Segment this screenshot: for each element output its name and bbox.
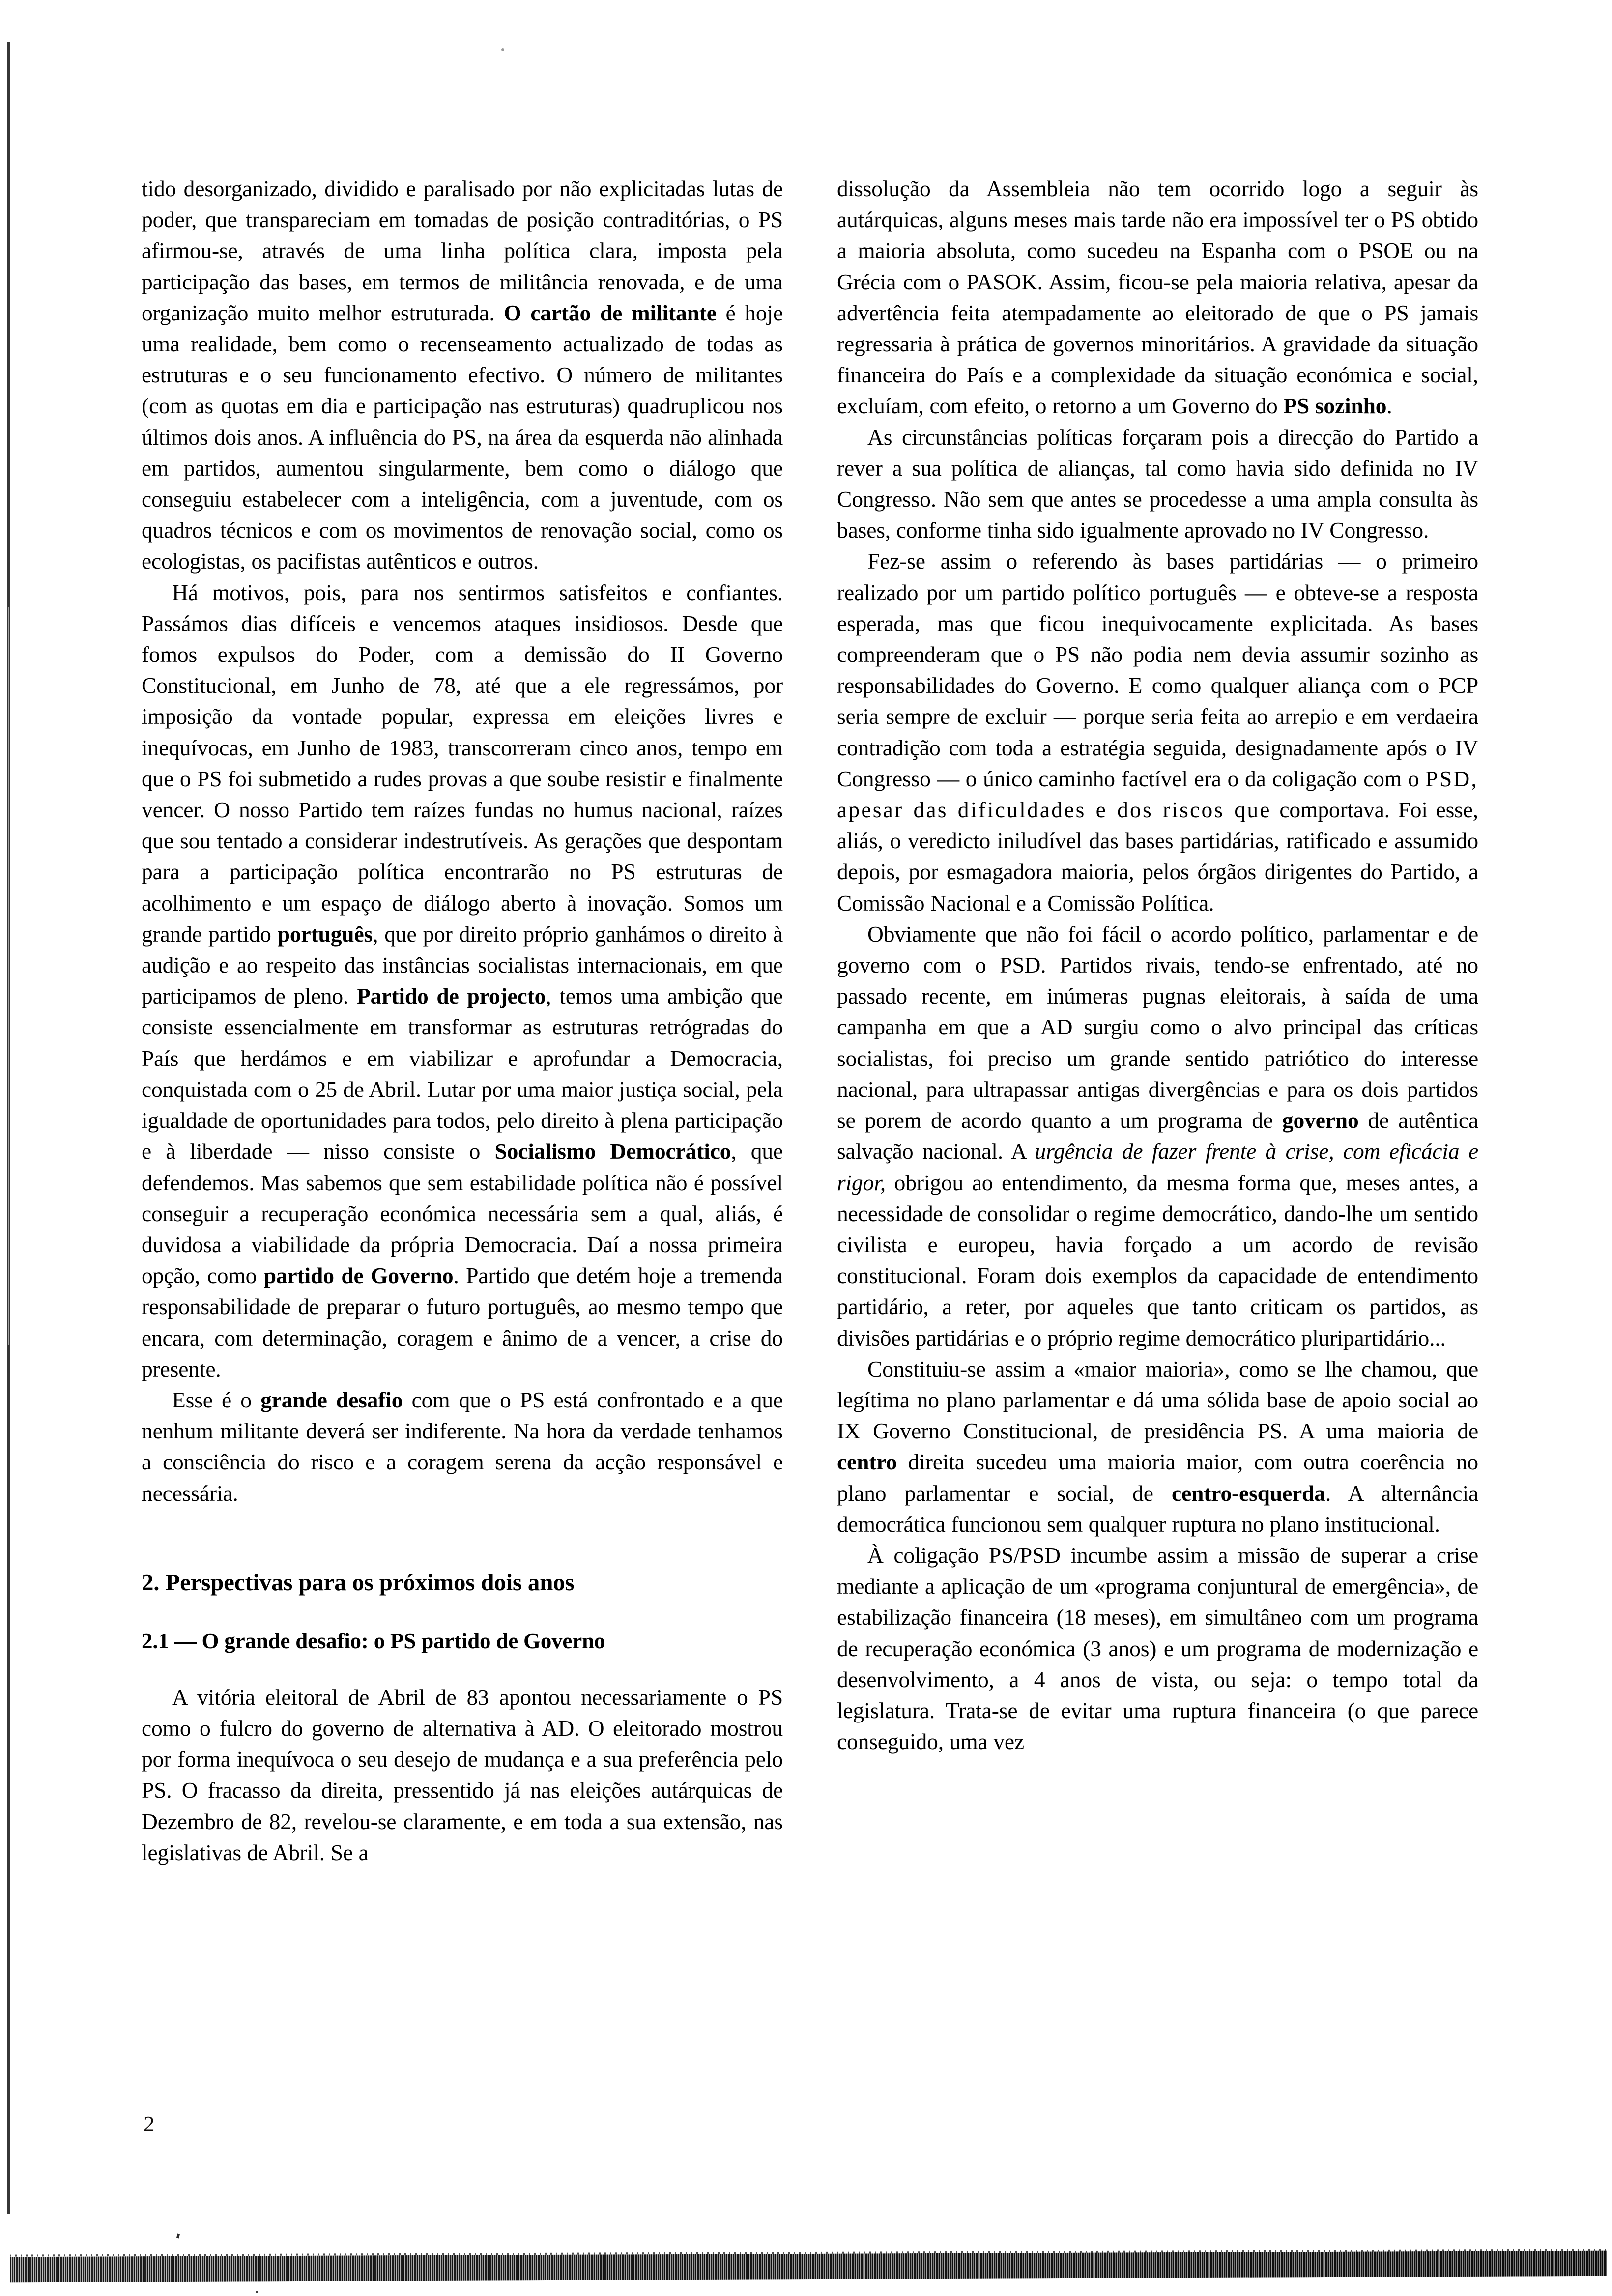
scan-speck-artifact: [256, 2291, 258, 2293]
run-text: dissolução da Assembleia não tem ocorrido logo a seguir às autárquicas, alguns meses mais tarde não era impossível ter o PS obtido a maioria absoluta, como sucedeu na Espanha com o PSOE ou na Grécia com o PASOK. Assim, ficou-se pela maioria relativa, apesar da advertência feita atempadamente ao eleitorado de que o PS jamais regressaria à prática de governos minoritários. A gravidade da situação financeira do País e a complexidade da situação económica e social, excluíam, com efeito, o retorno a um Governo do: [837, 176, 1478, 419]
spacer: [142, 1656, 783, 1682]
run-text: Fez-se assim o referendo às bases partidárias — o primeiro realizado por um partido político português — e obteve-se a resposta esperada, mas que ficou inequivocamente explicitada. As bases compreenderam que o PS não podia nem devia assumir sozinho as responsabilidades do Governo. E como qualquer aliança com o PCP seria sempre de excluir — porque seria feita ao arrepio e em verdaeira contradição com toda a estratégia seguida, designadamente após o IV Congresso — o único caminho factível era o da coligação com o: [837, 548, 1478, 791]
run-text: tido desorganizado, dividido e paralisado por não explicitadas lutas de poder, que transpareciam em tomadas de posição contraditórias, o PS afirmou-se, através de uma linha política clara, imposta pela participação das bases, em termos de militância renovada, e de uma organização muito melhor estruturada.: [142, 176, 783, 325]
paragraph-left-1: [142, 173, 783, 577]
run-bold-ps-sozinho: PS sozinho: [1283, 393, 1387, 419]
run-bold-partido-de-projecto: Partido de projecto: [357, 983, 546, 1009]
spacer: [142, 1598, 783, 1626]
paragraph-right-4: [837, 918, 1478, 1353]
run-text: , que por direito próprio ganhámos o direito à audição e ao respeito das instâncias socialistas internacionais, em que participamos de pleno.: [142, 921, 783, 1009]
paragraph-right-5: [837, 1353, 1478, 1540]
scan-speck-artifact: [176, 2234, 180, 2239]
right-column: [837, 173, 1478, 1868]
run-bold-socialismo-democratico: Socialismo Democrático: [494, 1139, 731, 1164]
run-text: A vitória eleitoral de Abril de 83 apontou necessariamente o PS como o fulcro do governo de alternativa à AD. O eleitorado mostrou por forma inequívoca o seu desejo de mudança e a sua preferência pelo PS. O fracasso da direita, pressentido já nas eleições autárquicas de Dezembro de 82, revelou-se claramente, e em toda a sua extensão, nas legislativas de Abril. Se a: [142, 1684, 783, 1865]
run-bold-centro: centro: [837, 1449, 897, 1475]
run-text: , que defendemos. Mas sabemos que sem estabilidade política não é possível conseguir a recuperação económica necessária sem a qual, aliás, é duvidosa a viabilidade da própria Democracia. Daí a nossa primeira opção, como: [142, 1139, 783, 1289]
run-text: direita sucedeu uma maioria maior, com outra coerência no plano parlamentar e social, de: [837, 1449, 1478, 1506]
left-column: [142, 173, 783, 1868]
run-text: Há motivos, pois, para nos sentirmos satisfeitos e confiantes. Passámos dias difíceis e vencemos ataques insidiosos. Desde que fomos expulsos do Poder, com a demissão do II Governo Constitucional, em Junho de 78, até que a ele regressámos, por imposição da vontade popular, expressa em eleições livres e inequívocas, em Junho de 1983, transcorreram cinco anos, tempo em que o PS foi submetido a rudes provas a que soube resistir e finalmente vencer. O nosso Partido tem raízes fundas no humus nacional, raízes que sou tentado a considerar indestrutíveis. As gerações que despontam para a participação política encontrarão no PS estruturas de acolhimento e um espaço de diálogo aberto à inovação. Somos um grande partido: [142, 579, 783, 947]
run-bold-portugues: português: [277, 921, 373, 947]
run-text: Constituiu-se assim a «maior maioria», como se lhe chamou, que legítima no plano parlamentar e dá uma sólida base de apoio social ao IX Governo Constitucional, de presidência PS. A uma maioria de: [837, 1356, 1478, 1444]
paragraph-right-1: [837, 173, 1478, 422]
run-tracked-psd-clause: PSD, apesar das dificuldades e dos riscos que: [837, 766, 1478, 823]
run-italic-urgencia-crise: urgência de fazer frente à crise, com eficácia e rigor,: [837, 1139, 1478, 1195]
paragraph-left-2: [142, 577, 783, 1384]
run-bold-governo: governo: [1282, 1108, 1359, 1133]
run-text: de autêntica salvação nacional. A: [837, 1108, 1478, 1164]
paragraph-right-3: [837, 545, 1478, 918]
two-column-text-body: [142, 173, 1478, 1868]
section-heading-2: 2. Perspectivas para os próximos dois anos: [142, 1568, 575, 1596]
run-bold-cartao-de-militante: O cartão de militante: [504, 300, 717, 325]
page-number: 2: [144, 2112, 155, 2136]
run-text: Esse é o: [172, 1387, 261, 1412]
run-text: obrigou ao entendimento, da mesma forma que, meses antes, a necessidade de consolidar o regime democrático, dando-lhe um sentido civilista e europeu, havia forçado a um acordo de revisão constitucional. Foram dois exemplos da capacidade de entendimento partidário, a reter, por aqueles que tanto criticam os partidos, as divisões partidárias e o próprio regime democrático pluripartidário...: [837, 1170, 1478, 1350]
paragraph-left-4: [142, 1682, 783, 1868]
subsection-heading-2-1: 2.1 — O grande desafio: o PS partido de Governo: [142, 1628, 605, 1653]
run-text: Obviamente que não foi fácil o acordo político, parlamentar e de governo com o PSD. Partidos rivais, tendo-se enfrentado, até no passado recente, em inúmeras pugnas eleitorais, à saída de uma campanha em que a AD surgiu como o alvo principal das críticas socialistas, foi preciso um grande sentido patriótico do interesse nacional, para ultrapassar antigas divergências e para os dois partidos se porem de acordo quanto a um programa de: [837, 921, 1478, 1133]
run-text: comportava. Foi esse, aliás, o veredicto iniludível das bases partidárias, ratificado e assumido depois, por esmagadora maioria, pelos órgãos dirigentes do Partido, a Comissão Nacional e a Comissão Política.: [837, 797, 1478, 916]
spacer: [142, 1509, 783, 1567]
run-text: As circunstâncias políticas forçaram pois a direcção do Partido a rever a sua política de alianças, tal como havia sido definida no IV Congresso. Não sem que antes se procedesse a uma ampla consulta às bases, conforme tinha sido igualmente aprovado no IV Congresso.: [837, 424, 1478, 543]
scan-bottom-noise-artifact: [10, 2251, 1607, 2282]
run-bold-centro-esquerda: centro-esquerda: [1171, 1480, 1325, 1506]
run-bold-grande-desafio: grande desafio: [260, 1387, 403, 1412]
paragraph-right-2: [837, 422, 1478, 546]
paragraph-left-3: [142, 1384, 783, 1509]
run-text: , temos uma ambição que consiste essencialmente em transformar as estruturas retrógradas do País que herdámos e em viabilizar e aprofundar a Democracia, conquistada com o 25 de Abril. Lutar por uma maior justiça social, pela igualdade de oportunidades para todos, pelo direito à plena participação e à liberdade — nisso consiste o: [142, 983, 783, 1164]
paragraph-right-6: [837, 1540, 1478, 1757]
run-text: . A alternância democrática funcionou sem qualquer ruptura no plano institucional.: [837, 1480, 1478, 1537]
run-text: com que o PS está confrontado e a que nenhum militante deverá ser indiferente. Na hora da verdade tenhamos a consciência do risco e a coragem serena da acção responsável e necessária.: [142, 1387, 783, 1506]
run-text: é hoje uma realidade, bem como o recenseamento actualizado de todas as estruturas e o seu funcionamento efectivo. O número de militantes (com as quotas em dia e participação nas estruturas) quadruplicou nos últimos dois anos. A influência do PS, na área da esquerda não alinhada em partidos, aumentou singularmente, bem como o diálogo que conseguiu estabelecer com a inteligência, com a juventude, com os quadros técnicos e com os movimentos de renovação social, como os ecologistas, os pacifistas autênticos e outros.: [142, 300, 783, 574]
run-text: .: [1386, 393, 1392, 419]
scan-speck-artifact: [501, 48, 504, 51]
run-bold-partido-de-governo: partido de Governo: [263, 1263, 454, 1289]
scan-left-edge-artifact: [7, 42, 10, 2214]
run-text: À coligação PS/PSD incumbe assim a missão de superar a crise mediante a aplicação de um «programa conjuntural de emergência», de estabilização financeira (18 meses), em simultâneo com um programa de recuperação económica (3 anos) e um programa de modernização e desenvolvimento, a 4 anos de vista, ou seja: o tempo total da legislatura. Trata-se de evitar uma ruptura financeira (o que parece conseguido, uma vez: [837, 1542, 1478, 1754]
run-text: . Partido que detém hoje a tremenda responsabilidade de preparar o futuro português, ao mesmo tempo que encara, com determinação, coragem e ânimo de a vencer, a crise do presente.: [142, 1263, 783, 1381]
